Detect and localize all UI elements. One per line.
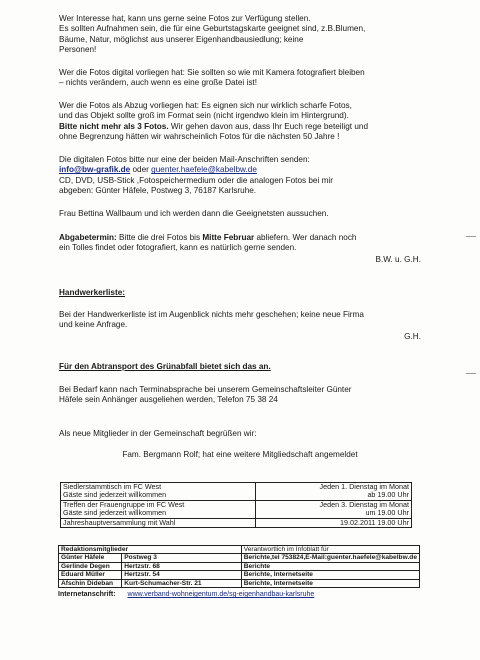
print-line-4: ohne Begrenzung hätten wir wahrscheinlich Fotos für die nächsten 50 Jahre ! (59, 131, 340, 141)
event-3-title: Jahreshauptversammlung mit Wahl (61, 518, 256, 527)
table-row (61, 500, 412, 509)
table-row (59, 571, 420, 579)
table-row (61, 491, 412, 500)
print-limit-bold: Bitte nicht mehr als 3 Fotos. (59, 121, 169, 131)
editorial-header-responsibility: Verantwortlich im Infoblatt für (241, 546, 419, 554)
table-row (59, 579, 420, 587)
editorial-responsibility-4: Berichte, Internetseite (241, 579, 419, 587)
members-intro: Als neue Mitglieder in der Gemeinschaft begrüßen wir: (59, 429, 257, 438)
deadline-text-2: abliefern. Wer danach noch (254, 233, 357, 242)
editorial-header-members: Redaktionsmitglieder (59, 546, 242, 554)
editorial-responsibility-1: Berichte,tel 753824,E-Mail:guenter.haefele@kabelbw.de (241, 554, 419, 562)
editorial-name-4: Afschin Dideban (59, 579, 122, 587)
event-2-time-2: um 19.00 Uhr (256, 509, 412, 518)
table-row (59, 562, 420, 570)
event-3-time: 19.02.2011 19.00 Uhr (256, 518, 412, 527)
gruen-heading: Für den Abtransport des Grünabfall bietet sich das an. (59, 362, 271, 371)
print-line-3: Wir gehen davon aus, dass Ihr Euch rege beteiligt und (168, 121, 368, 131)
table-row (61, 483, 412, 492)
events-table (60, 482, 412, 528)
deadline-text-1: Bitte die drei Fotos bis (116, 233, 203, 242)
mail-line-4: abgeben: Günter Häfele, Postweg 3, 76187 Karlsruhe. (59, 185, 257, 195)
event-1-note: Gäste sind jederzeit willkommen (61, 491, 256, 500)
table-row (61, 509, 412, 518)
digital-line-1: Wer die Fotos digital vorliegen hat: Sie sollten so wie mit Kamera fotografiert bleiben (59, 68, 365, 77)
event-1-time-2: ab 19.00 Uhr (256, 491, 412, 500)
event-2-title: Treffen der Frauengruppe im FC West (61, 500, 256, 509)
email-link-info[interactable]: info@bw-grafik.de (59, 165, 131, 175)
web-link[interactable]: www.verband-wohneigentum.de/sg-eigenhandbau-karlsruhe (127, 591, 315, 598)
editorial-responsibility-3: Berichte, Internetseite (241, 571, 419, 579)
email-link-haefele[interactable]: guenter.haefele@kabelbw.de (151, 165, 257, 175)
scan-mark (466, 236, 476, 237)
table-row (59, 546, 420, 554)
handwerker-line-2: und keine Anfrage. (59, 320, 128, 330)
event-1-time-1: Jeden 1. Dienstag im Monat (256, 483, 412, 492)
handwerker-heading: Handwerkerliste: (59, 288, 125, 297)
mail-line-3: CD, DVD, USB-Stick ,Fotospeichermedium oder die analogen Fotos bei mir (59, 175, 333, 185)
intro-paragraph (59, 14, 421, 55)
deadline-paragraph (59, 233, 421, 254)
deadline-signature: B.W. u. G.H. (375, 255, 421, 264)
mail-paragraph (59, 155, 421, 196)
intro-line-3: Bäume, Natur, möglichst aus unserer Eigenhandbausiedlung; keine (59, 34, 304, 44)
deadline-line-2: ein Tolles findet oder fotografiert, kann es natürlich gerne senden. (59, 243, 297, 253)
mail-line-1: Die digitalen Fotos bitte nur eine der beiden Mail-Anschriften senden: (59, 155, 310, 164)
event-1-title: Siedlerstammtisch im FC West (61, 483, 256, 492)
print-paragraph (59, 101, 421, 142)
gruen-paragraph (59, 385, 421, 406)
intro-line-4: Personen! (59, 44, 97, 54)
print-line-1: Wer die Fotos als Abzug vorliegen hat: Es eignen sich nur wirklich scharfe Fotos, (59, 101, 352, 110)
deadline-date: Mitte Februar (202, 233, 255, 242)
mail-oder: oder (130, 165, 152, 175)
editorial-address-4: Kurt-Schumacher-Str. 21 (122, 579, 241, 587)
table-row (61, 518, 412, 527)
event-2-time-1: Jeden 3. Dienstag im Monat (256, 500, 412, 509)
gruen-line-2: Häfele sein Anhänger ausgeliehen werden, Telefon 75 38 24 (59, 395, 278, 405)
gruen-line-1: Bei Bedarf kann nach Terminabsprache bei unserem Gemeinschaftsleiter Günter (59, 385, 352, 394)
deadline-label: Abgabetermin: (59, 233, 117, 242)
editorial-address-1: Postweg 3 (122, 554, 241, 562)
editorial-table (58, 545, 420, 588)
editorial-responsibility-2: Berichte (241, 562, 419, 570)
handwerker-line-1: Bei der Handwerkerliste ist im Augenblick nichts mehr geschehen; keine neue Firma (59, 310, 364, 319)
handwerker-signature: G.H. (404, 332, 421, 341)
editorial-name-2: Gerlinde Degen (59, 562, 122, 570)
table-row (59, 554, 420, 562)
scan-mark (466, 373, 476, 374)
editorial-name-1: Günter Häfele (59, 554, 122, 562)
print-line-2: und das Objekt sollte groß im Format sein (nicht irgendwo klein im Hintergrund). (59, 111, 349, 121)
intro-line-1: Wer Interesse hat, kann uns gerne seine Fotos zur Verfügung stellen. (59, 14, 311, 23)
intro-line-2: Es sollten Aufnahmen sein, die für eine Geburtstagskarte geeignet sind, z.B.Blumen, (59, 24, 366, 34)
digital-line-2: – nichts verändern, auch wenn es eine große Datei ist! (59, 78, 257, 88)
editorial-name-3: Eduard Müller (59, 571, 122, 579)
editorial-address-3: Hertzstr. 54 (122, 571, 241, 579)
digital-paragraph (59, 68, 421, 89)
web-line (58, 591, 438, 599)
handwerker-paragraph (59, 310, 421, 331)
editorial-address-2: Hertzstr. 68 (122, 562, 241, 570)
web-label: Internetanschrift: (58, 591, 116, 598)
event-2-note: Gäste sind jederzeit willkommen (61, 509, 256, 518)
members-name: Fam. Bergmann Rolf; hat eine weitere Mitgliedschaft angemeldet (122, 450, 358, 459)
wallbaum-line: Frau Bettina Wallbaum und ich werden dann die Geeignetsten aussuchen. (59, 209, 329, 218)
